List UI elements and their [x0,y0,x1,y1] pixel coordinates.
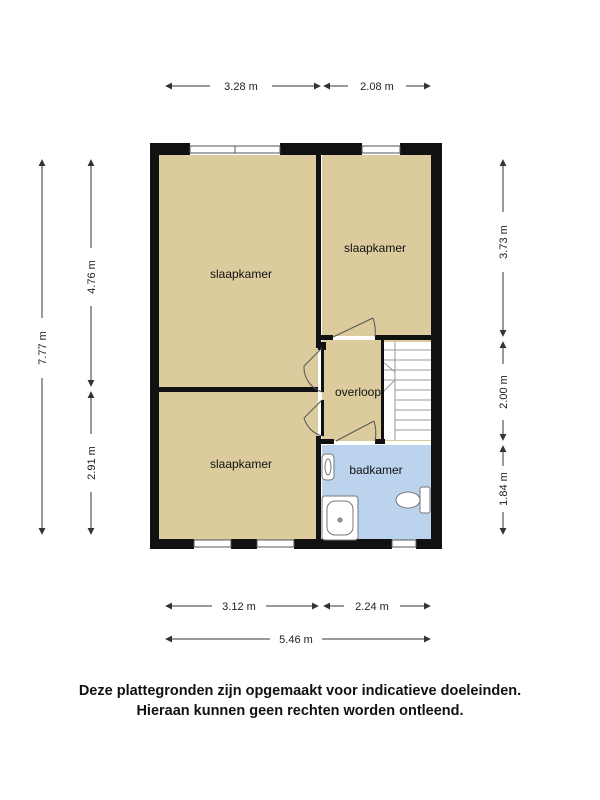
bathroom-label: badkamer [349,463,403,477]
dim-left-lower: 2.91 m [86,446,98,480]
dim-top-left: 3.28 m [224,81,258,93]
dim-right-lower: 1.84 m [498,472,510,506]
dim-left-total: 7.77 m [37,331,49,365]
dim-left-upper: 4.76 m [86,260,98,294]
dim-right-middle: 2.00 m [498,375,510,409]
dim-right-upper: 3.73 m [498,225,510,259]
dim-bottom-right: 2.24 m [355,601,389,613]
bedroom-bottom-label: slaapkamer [209,457,273,471]
dim-top-right: 2.08 m [360,81,394,93]
landing-label: overloop [334,385,382,399]
sink-icon [322,454,334,480]
bedroom-large-label: slaapkamer [209,267,273,281]
bedroom-right-label: slaapkamer [343,241,407,255]
staircase [383,342,431,440]
bathtub-icon [322,496,358,540]
dim-bottom-total: 5.46 m [279,634,313,646]
disclaimer-line-2: Hieraan kunnen geen rechten worden ontleend. [136,703,464,719]
dim-bottom-left: 3.12 m [222,601,256,613]
disclaimer [0,681,600,721]
disclaimer-line-1: Deze plattegronden zijn opgemaakt voor indicatieve doeleinden. [78,683,522,699]
